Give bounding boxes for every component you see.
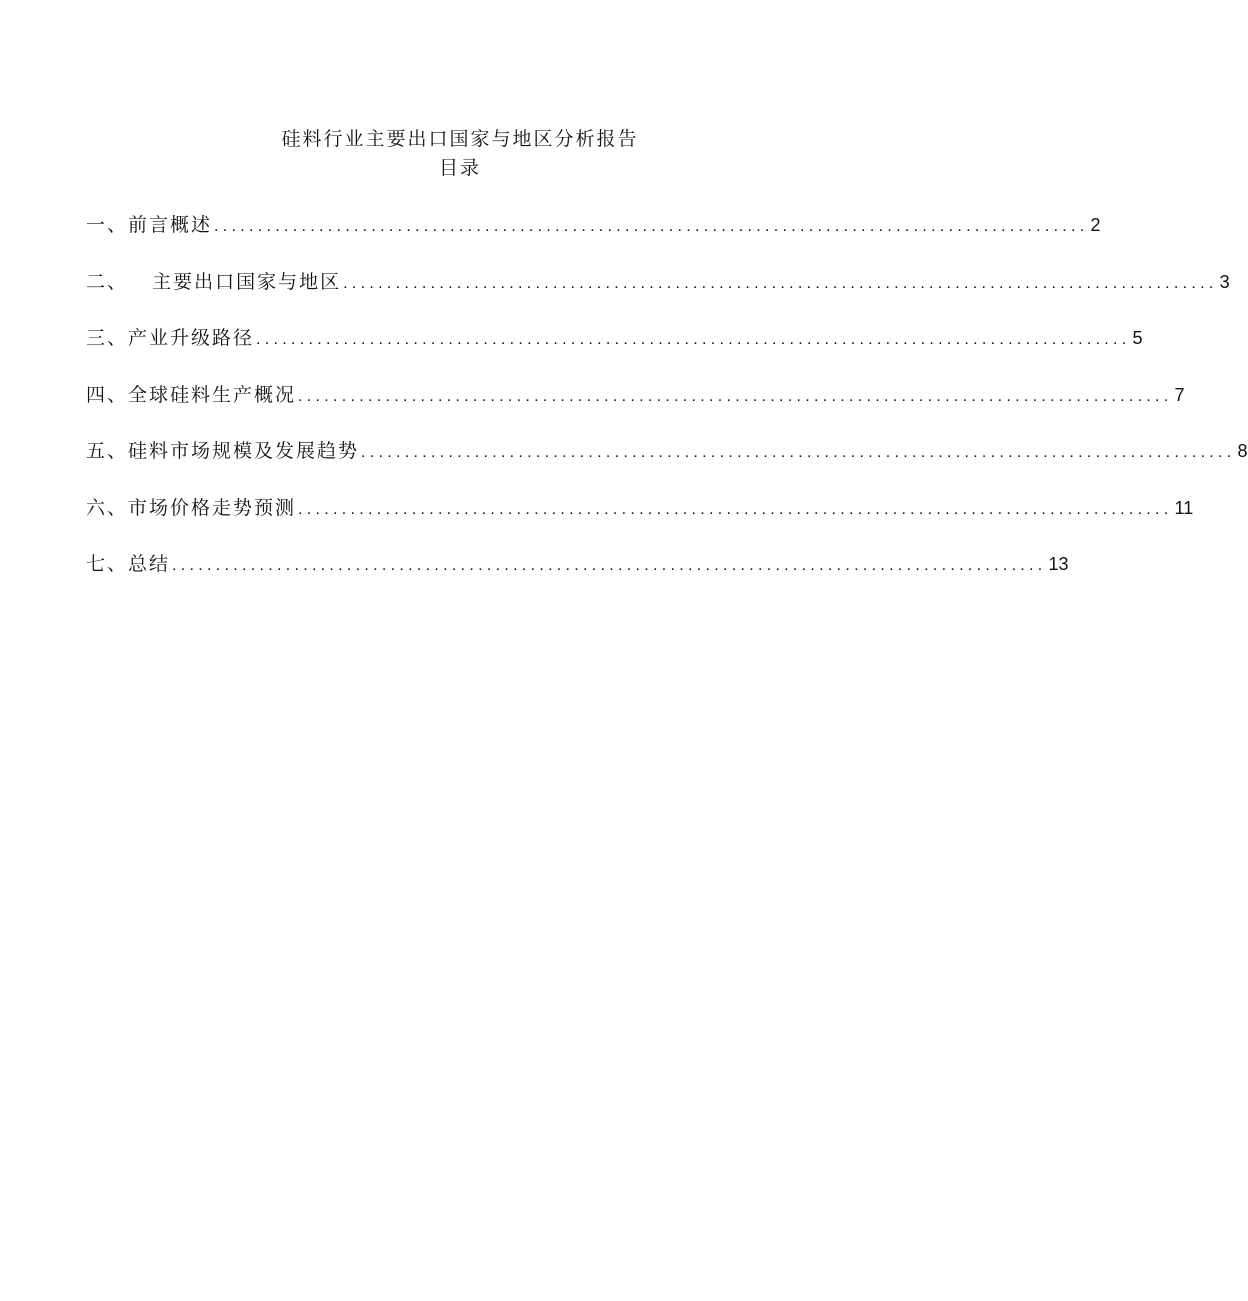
toc-entry-page: 13 [1048,554,1069,574]
toc-dot-leader: .................................................................................................... [361,444,1236,461]
toc-entry-export-regions[interactable] [86,269,1230,326]
toc-heading: 目录 [438,157,481,179]
toc-entry-label: 三、产业升级路径 [86,327,255,349]
toc-entry-page: 2 [1090,215,1101,235]
toc-dot-leader: .................................................................................................... [298,387,1173,405]
toc-entry-page: 8 [1237,441,1248,461]
toc-entry-price-forecast[interactable] [86,495,1194,552]
document-title: 硅料行业主要出口国家与地区分析报告 [281,128,639,150]
toc-entry-preface[interactable] [86,212,1101,269]
toc-entry-page: 5 [1132,328,1143,348]
toc-dot-leader: .................................................................................................... [343,274,1218,292]
table-of-contents [86,212,1248,608]
toc-entry-page: 3 [1219,271,1230,292]
toc-entry-label: 二、 主要出口国家与地区 [86,270,342,293]
toc-entry-industry-upgrade[interactable] [86,325,1143,382]
toc-entry-label: 六、市场价格走势预测 [86,496,297,519]
toc-dot-leader: .................................................................................................... [256,331,1131,348]
toc-entry-label: 五、硅料市场规模及发展趋势 [86,440,360,462]
toc-entry-label: 一、前言概述 [86,214,213,236]
toc-entry-global-production[interactable] [86,382,1185,439]
toc-dot-leader: .................................................................................................... [214,218,1089,235]
toc-entry-page: 11 [1174,497,1194,518]
toc-entry-market-size[interactable] [86,438,1248,495]
toc-entry-page: 7 [1174,384,1185,405]
toc-dot-leader: .................................................................................................... [172,557,1047,574]
toc-entry-summary[interactable] [86,551,1069,608]
toc-entry-label: 七、总结 [86,553,171,575]
toc-dot-leader: .................................................................................................... [298,500,1173,518]
toc-entry-label: 四、全球硅料生产概况 [86,383,297,406]
